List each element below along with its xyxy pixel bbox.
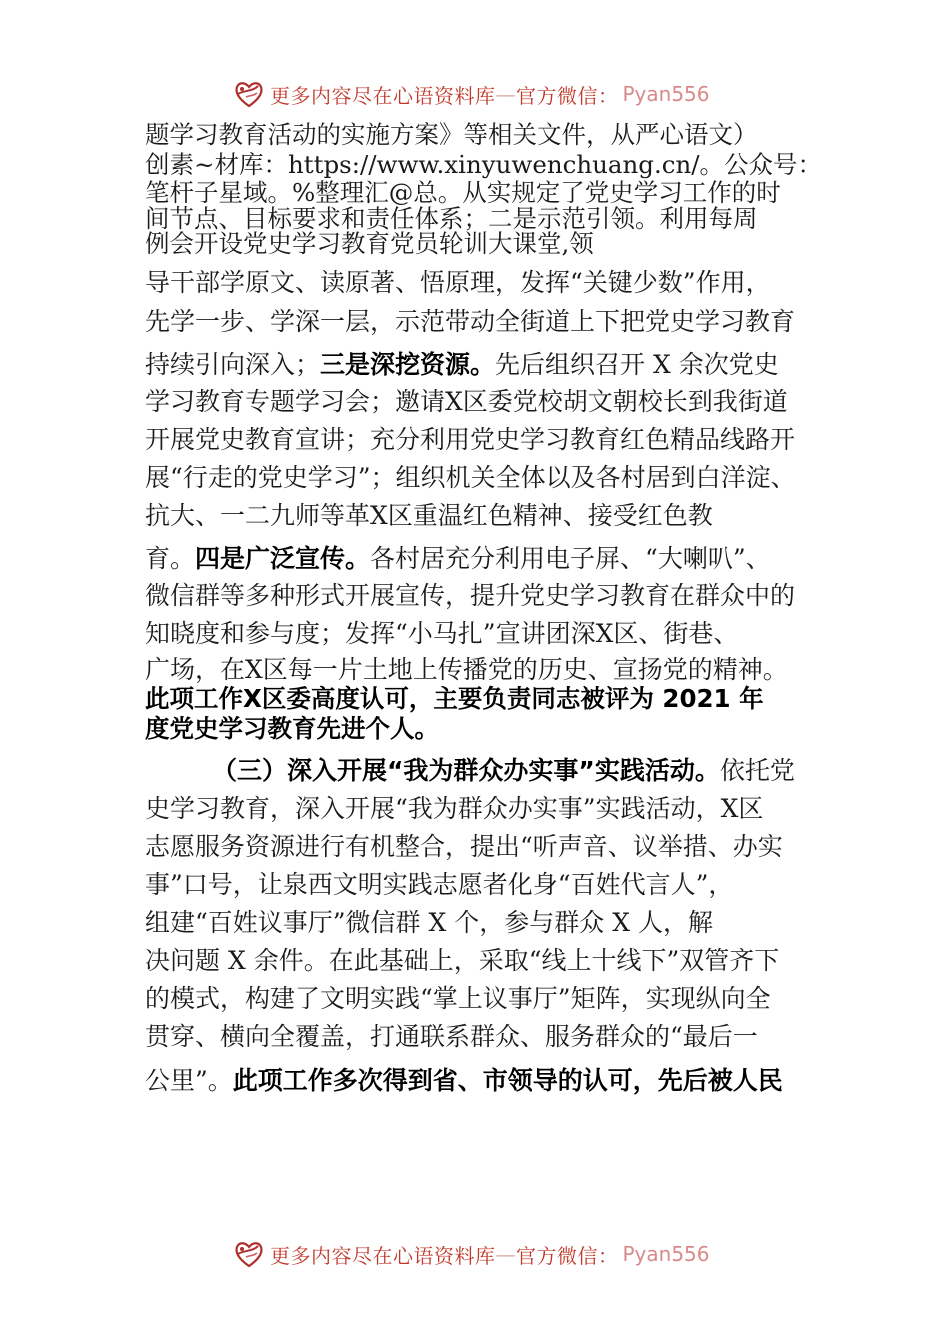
banner-text: 更多内容尽在心语资料库 [270,83,496,108]
text-line: 例会开设党史学习教育党员轮训大课堂,领 [145,229,594,258]
bold-text-line: 此项工作X区委高度认可，主要负责同志被评为 2021 年 [145,684,764,713]
bold-text-run: 此项工作多次得到省、市领导的认可，先后被人民 [232,1066,783,1095]
bold-text-line: 度党史学习教育先进个人。 [145,714,439,743]
banner-dash: — [495,1242,516,1266]
text-run: 先后组织召开 X 余次党史 [495,350,779,379]
heart-ribbon-logo-icon [232,1237,266,1271]
text-line [145,539,771,575]
text-line: 广场，在X区每一片土地上传播党的历史、宣扬党的精神。 [145,655,788,684]
text-line: 导干部学原文、读原著、悟原理，发挥“关键少数”作用， [145,268,771,297]
text-line: 创素~材库：https://www.xinyuwenchuang.cn/。公众号： [145,150,823,179]
banner-text: 更多内容尽在心语资料库 [270,1243,496,1268]
text-line: 间节点、目标要求和责任体系；二是示范引领。利用每周 [145,204,758,233]
bold-heading: 三是深挖资源。 [320,350,496,379]
text-line: 笔杆子星域。%整理汇@总。从实规定了党史学习工作的时 [145,178,781,207]
text-line: 事”口号，让泉西文明实践志愿者化身“百姓代言人”， [145,870,734,899]
banner-wechat-label: 官方微信： [516,83,619,108]
bold-heading: 四是广泛宣传。 [195,544,371,573]
text-run: 公里”。 [145,1066,233,1095]
text-line: 组建“百姓议事厅”微信群 X 个，参与群众 X 人，解 [145,908,713,937]
text-run: 依托党 [719,756,795,785]
text-line: 开展党史教育宣讲；充分利用党史学习教育红色精品线路开 [145,425,796,454]
section-heading-line [212,751,795,787]
text-line: 学习教育专题学习会；邀请X区委党校胡文朝校长到我街道 [145,387,788,416]
text-line: 决问题 X 余件。在此基础上，采取“线上十线下”双管齐下 [145,946,780,975]
footer-banner [232,1234,710,1274]
text-run: 育。 [145,544,196,573]
text-line [145,345,779,381]
text-line: 展“行走的党史学习”；组织机关全体以及各村居到白洋淀、 [145,463,796,492]
text-line: 微信群等多种形式开展宣传，提升党史学习教育在群众中的 [145,581,796,610]
text-run: 各村居充分利用电子屏、“大喇叭”、 [370,544,771,573]
text-line: 志愿服务资源进行有机整合，提出“听声音、议举措、办实 [145,832,783,861]
banner-wechat-id: Pyan556 [622,82,710,106]
text-line: 史学习教育，深入开展“我为群众办实事”实践活动，X区 [145,794,764,823]
banner-wechat-label: 官方微信： [516,1243,619,1268]
text-line: 的模式，构建了文明实践“掌上议事厅”矩阵，实现纵向全 [145,984,771,1013]
text-run: 持续引向深入； [145,350,321,379]
banner-dash: — [495,82,516,106]
text-line: 抗大、一二九师等革X区重温红色精神、接受红色教 [145,501,713,530]
heart-ribbon-logo-icon [232,77,266,111]
text-line: 贯穿、横向全覆盖，打通联系群众、服务群众的“最后一 [145,1022,758,1051]
section-heading: （三）深入开展“我为群众办实事”实践活动。 [212,756,720,785]
text-line [145,1061,783,1097]
header-banner [232,74,710,114]
banner-wechat-id: Pyan556 [622,1242,710,1266]
text-line: 先学一步、学深一层，示范带动全街道上下把党史学习教育 [145,307,796,336]
text-line: 题学习教育活动的实施方案》等相关文件，从严心语文） [145,120,758,149]
text-line: 知晓度和参与度；发挥“小马扎”宣讲团深X区、街巷、 [145,619,739,648]
